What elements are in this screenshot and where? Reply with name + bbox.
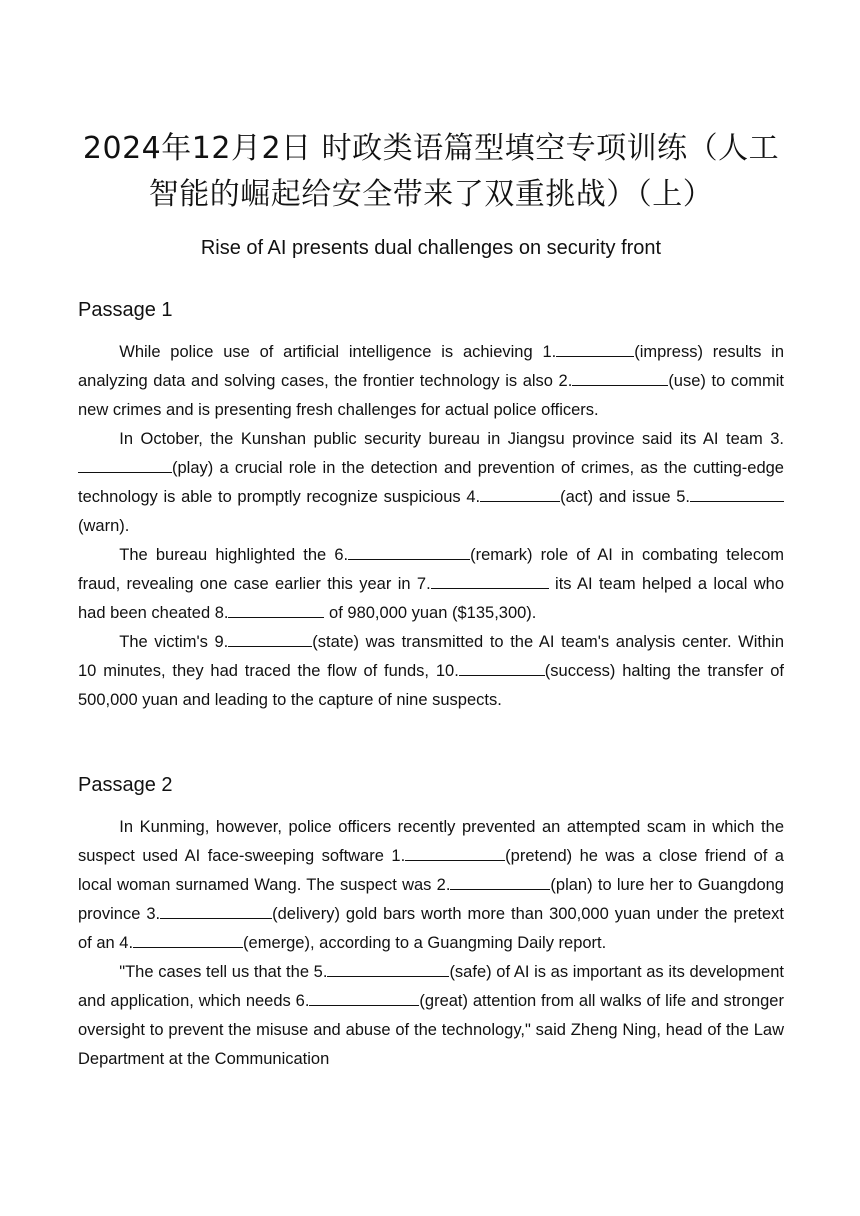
paragraph-text: In October, the Kunshan public security bureau in Jiangsu province said its AI team 3. bbox=[119, 430, 784, 448]
paragraph-text: (safe) of AI is as important as its development and application, which needs 6. bbox=[78, 963, 784, 1010]
passage-1 bbox=[78, 296, 784, 715]
paragraph-text: (act) and issue 5. bbox=[560, 488, 691, 506]
fill-in-blank[interactable] bbox=[450, 872, 550, 890]
fill-in-blank[interactable] bbox=[133, 930, 243, 948]
paragraph-text: (emerge), according to a Guangming Daily report. bbox=[243, 934, 607, 952]
paragraph-text: (remark) role of AI in combating telecom fraud, revealing one case earlier this year in 7. bbox=[78, 546, 784, 593]
fill-in-blank[interactable] bbox=[78, 455, 172, 473]
fill-in-blank[interactable] bbox=[572, 368, 668, 386]
paragraph-text: (state) was transmitted to the AI team's analysis center. Within 10 minutes, they had traced the flow of funds, 10. bbox=[78, 633, 785, 680]
paragraph-text: of 980,000 yuan ($135,300). bbox=[324, 604, 537, 622]
paragraph-text: (impress) results in analyzing data and solving cases, the frontier technology is also 2. bbox=[78, 343, 784, 390]
paragraph-text: "The cases tell us that the 5. bbox=[119, 963, 328, 981]
passage-list bbox=[78, 296, 784, 1074]
fill-in-blank[interactable] bbox=[405, 843, 505, 861]
fill-in-blank[interactable] bbox=[690, 484, 784, 502]
paragraph-text: (pretend) he was a close friend of a local woman surnamed Wang. The suspect was 2. bbox=[78, 847, 784, 894]
paragraph bbox=[78, 425, 784, 541]
paragraph-text: In Kunming, however, police officers recently prevented an attempted scam in which the suspect used AI face-sweeping software 1. bbox=[78, 818, 784, 865]
paragraph bbox=[78, 813, 784, 958]
paragraph-text: (delivery) gold bars worth more than 300,000 yuan under the pretext of an 4. bbox=[78, 905, 784, 952]
paragraph-text: (use) to commit new crimes and is presenting fresh challenges for actual police officers. bbox=[78, 372, 785, 419]
fill-in-blank[interactable] bbox=[480, 484, 560, 502]
paragraph bbox=[78, 628, 784, 715]
paragraph bbox=[78, 541, 784, 628]
fill-in-blank[interactable] bbox=[327, 959, 449, 977]
document-subtitle: Rise of AI presents dual challenges on security front bbox=[200, 237, 662, 259]
paragraph-text: The bureau highlighted the 6. bbox=[119, 546, 349, 564]
paragraph-text: its AI team helped a local who had been cheated 8. bbox=[78, 575, 784, 622]
paragraph bbox=[78, 338, 784, 425]
paragraph bbox=[78, 958, 784, 1074]
paragraph-text: (play) a crucial role in the detection and prevention of crimes, as the cutting-edge technology is able to promptly recognize suspicious 4. bbox=[78, 459, 784, 506]
passage-heading: Passage 1 bbox=[78, 299, 173, 321]
document-page bbox=[78, 126, 784, 1074]
paragraph-text: (plan) to lure her to Guangdong province 3. bbox=[78, 876, 784, 923]
document-title: 2024年12月2日 时政类语篇型填空专项训练（人工智能的崛起给安全带来了双重挑战）（上） bbox=[82, 131, 780, 212]
fill-in-blank[interactable] bbox=[556, 339, 634, 357]
fill-in-blank[interactable] bbox=[228, 600, 324, 618]
fill-in-blank[interactable] bbox=[431, 571, 549, 589]
paragraph-text: While police use of artificial intelligence is achieving 1. bbox=[119, 343, 557, 361]
fill-in-blank[interactable] bbox=[459, 658, 545, 676]
paragraph-list bbox=[78, 813, 784, 1074]
paragraph-text: (great) attention from all walks of life and stronger oversight to prevent the misuse and abuse of the technology," said Zheng Ning, head of the Law Department at the Communication bbox=[78, 992, 784, 1068]
passage-2 bbox=[78, 771, 784, 1074]
fill-in-blank[interactable] bbox=[228, 629, 312, 647]
paragraph-list bbox=[78, 338, 784, 715]
fill-in-blank[interactable] bbox=[348, 542, 470, 560]
paragraph-text: (warn). bbox=[78, 517, 130, 535]
paragraph-text: (success) halting the transfer of 500,000 yuan and leading to the capture of nine suspects. bbox=[78, 662, 784, 709]
paragraph-text: The victim's 9. bbox=[119, 633, 229, 651]
fill-in-blank[interactable] bbox=[160, 901, 272, 919]
passage-heading: Passage 2 bbox=[78, 774, 173, 796]
fill-in-blank[interactable] bbox=[309, 988, 419, 1006]
